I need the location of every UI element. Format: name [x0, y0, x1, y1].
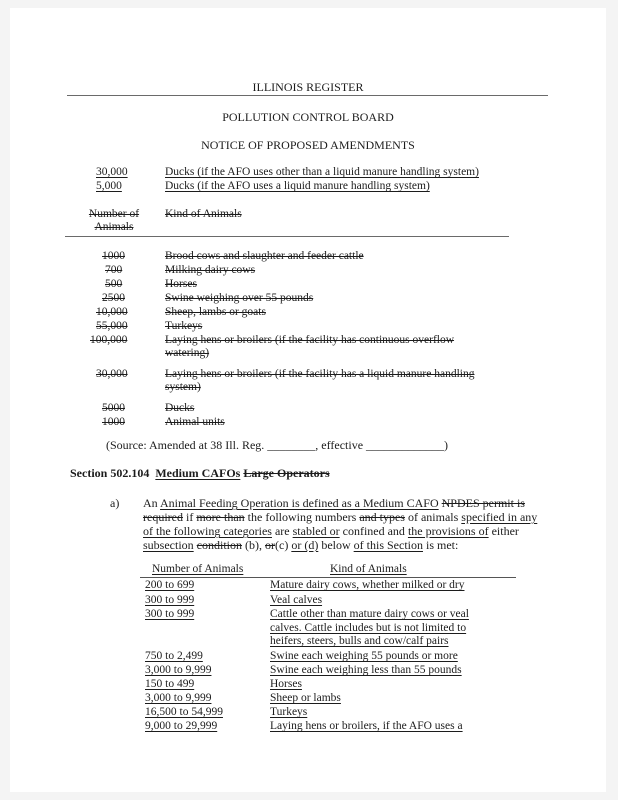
section-heading: Section 502.104 Medium CAFOs Large Operators: [70, 466, 330, 480]
added-row-kind: Ducks (if the AFO uses a liquid manure handling system): [165, 180, 430, 192]
new-row-number: 9,000 to 29,999: [145, 720, 218, 732]
new-row-number: 300 to 999: [145, 594, 195, 606]
old-row-number: 100,000: [90, 334, 128, 346]
new-row-number: 3,000 to 9,999: [145, 692, 212, 704]
new-row-number: 3,000 to 9,999: [145, 664, 212, 676]
new-row-kind: Laying hens or broilers, if the AFO uses a: [270, 720, 463, 732]
new-row-kind: Sheep or lambs: [270, 692, 341, 704]
source-note: (Source: Amended at 38 Ill. Reg. ________, effective _____________): [106, 438, 449, 452]
new-row-number: 750 to 2,499: [145, 650, 203, 662]
added-row-kind: Ducks (if the AFO uses other than a liquid manure handling system): [165, 166, 479, 178]
new-row-kind: Horses: [270, 678, 302, 690]
old-row-kind: Laying hens or broilers (if the facility has a liquid manure handling system): [165, 368, 475, 393]
old-row-kind: Sheep, lambs or goats: [165, 306, 266, 318]
header-divider: [67, 95, 548, 96]
old-row-kind: Swine weighing over 55 pounds: [165, 292, 314, 304]
old-row-number: 700: [105, 264, 123, 276]
old-row-kind: Laying hens or broilers (if the facility has continuous overflow watering): [165, 334, 455, 359]
added-row-number: 30,000: [96, 166, 128, 178]
notice-title: NOTICE OF PROPOSED AMENDMENTS: [201, 138, 415, 152]
new-row-kind: Cattle other than mature dairy cows or veal calves. Cattle includes but is not limited to heifers, steers, bulls and cow/calf pairs: [270, 608, 469, 647]
old-table-col-kind: Kind of Animals: [165, 208, 242, 220]
new-row-kind: Turkeys: [270, 706, 308, 718]
old-row-number: 500: [105, 278, 123, 290]
old-row-number: 10,000: [96, 306, 128, 318]
old-row-kind: Milking dairy cows: [165, 264, 256, 276]
old-table-rule: [65, 236, 509, 237]
old-row-number: 1000: [102, 250, 125, 262]
board-name: POLLUTION CONTROL BOARD: [222, 110, 394, 124]
new-row-kind: Veal calves: [270, 594, 323, 606]
old-row-kind: Ducks: [165, 402, 195, 414]
old-row-kind: Turkeys: [165, 320, 203, 332]
new-row-kind: Mature dairy cows, whether milked or dry: [270, 579, 465, 591]
new-table-col-number: Number of Animals: [152, 563, 244, 575]
paragraph-a-text: An Animal Feeding Operation is defined as a Medium CAFO NPDES permit is required if more than the following numbers and types of animals specified in any of the following categories are stabled or confined and the provisions of either subsection condition (b), or(c) or (d) below of this Section is met:: [143, 496, 538, 552]
old-row-number: 5000: [102, 402, 125, 414]
old-row-number: 2500: [102, 292, 125, 304]
new-row-kind: Swine each weighing less than 55 pounds: [270, 664, 462, 676]
old-table-col-number: Number of Animals: [88, 208, 140, 233]
old-row-number: 1000: [102, 416, 125, 428]
old-row-number: 55,000: [96, 320, 128, 332]
new-table-rule: [140, 577, 516, 578]
old-row-kind: Horses: [165, 278, 197, 290]
old-row-number: 30,000: [96, 368, 128, 380]
new-row-number: 16,500 to 54,999: [145, 706, 223, 718]
new-row-number: 300 to 999: [145, 608, 195, 620]
new-row-number: 150 to 499: [145, 678, 195, 690]
document-page: [10, 8, 606, 792]
old-row-kind: Animal units: [165, 416, 225, 428]
new-row-number: 200 to 699: [145, 579, 195, 591]
new-table-col-kind: Kind of Animals: [330, 563, 407, 575]
new-row-kind: Swine each weighing 55 pounds or more: [270, 650, 458, 662]
old-row-kind: Brood cows and slaughter and feeder cattle: [165, 250, 364, 262]
paragraph-label: a): [110, 496, 120, 510]
added-row-number: 5,000: [96, 180, 122, 192]
register-title: ILLINOIS REGISTER: [252, 80, 364, 94]
